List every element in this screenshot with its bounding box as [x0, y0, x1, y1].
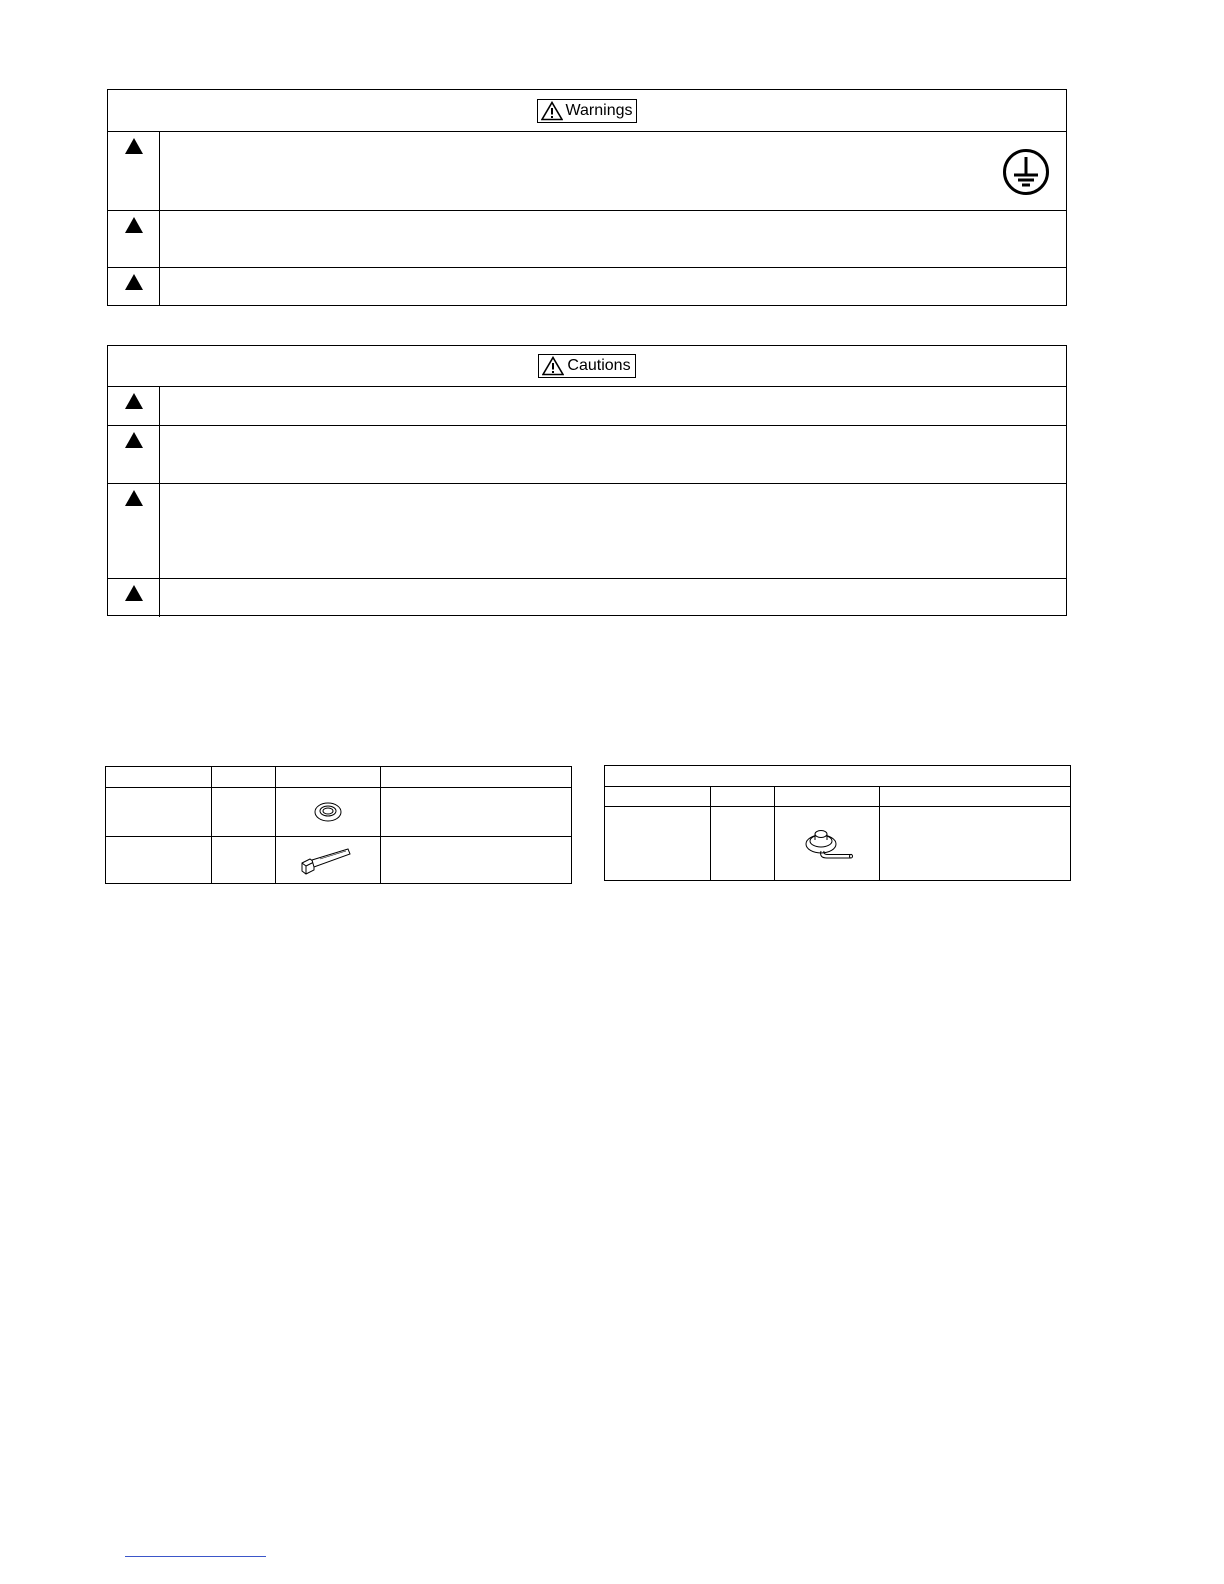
bullet-triangle-icon — [125, 585, 143, 601]
accessory-table-left — [105, 766, 572, 884]
warning-row — [108, 268, 1066, 305]
cautions-header — [108, 346, 1066, 387]
bullet-triangle-icon — [125, 274, 143, 290]
warning-row — [108, 211, 1066, 268]
bullet-triangle-icon — [125, 393, 143, 409]
bullet-triangle-icon — [125, 490, 143, 506]
bullet-triangle-icon — [125, 432, 143, 448]
table-row — [605, 807, 1071, 881]
warnings-box — [107, 89, 1067, 306]
drain-plug-with-hose-icon — [799, 823, 855, 865]
table-header-row — [605, 787, 1071, 807]
warnings-title: Warnings — [565, 101, 633, 119]
warning-row — [108, 132, 1066, 211]
cautions-box — [107, 345, 1067, 616]
warnings-header — [108, 90, 1066, 132]
caution-row — [108, 387, 1066, 426]
warnings-badge — [537, 99, 638, 123]
table-title-row — [605, 766, 1071, 787]
warning-triangle-icon — [542, 356, 564, 376]
table-row — [106, 788, 572, 837]
drain-elbow-washer-icon — [308, 797, 348, 827]
caution-row — [108, 484, 1066, 579]
cautions-title: Cautions — [567, 357, 631, 374]
cable-tie-icon — [298, 843, 358, 877]
footer-link-rule — [125, 1556, 266, 1557]
bullet-triangle-icon — [125, 138, 143, 154]
table-row — [106, 837, 572, 884]
protective-earth-icon — [1002, 148, 1050, 196]
caution-row — [108, 426, 1066, 484]
bullet-triangle-icon — [125, 217, 143, 233]
caution-row — [108, 579, 1066, 617]
accessory-table-right — [604, 765, 1071, 881]
warning-triangle-icon — [541, 101, 563, 121]
cautions-badge — [538, 354, 635, 378]
table-header-row — [106, 767, 572, 788]
